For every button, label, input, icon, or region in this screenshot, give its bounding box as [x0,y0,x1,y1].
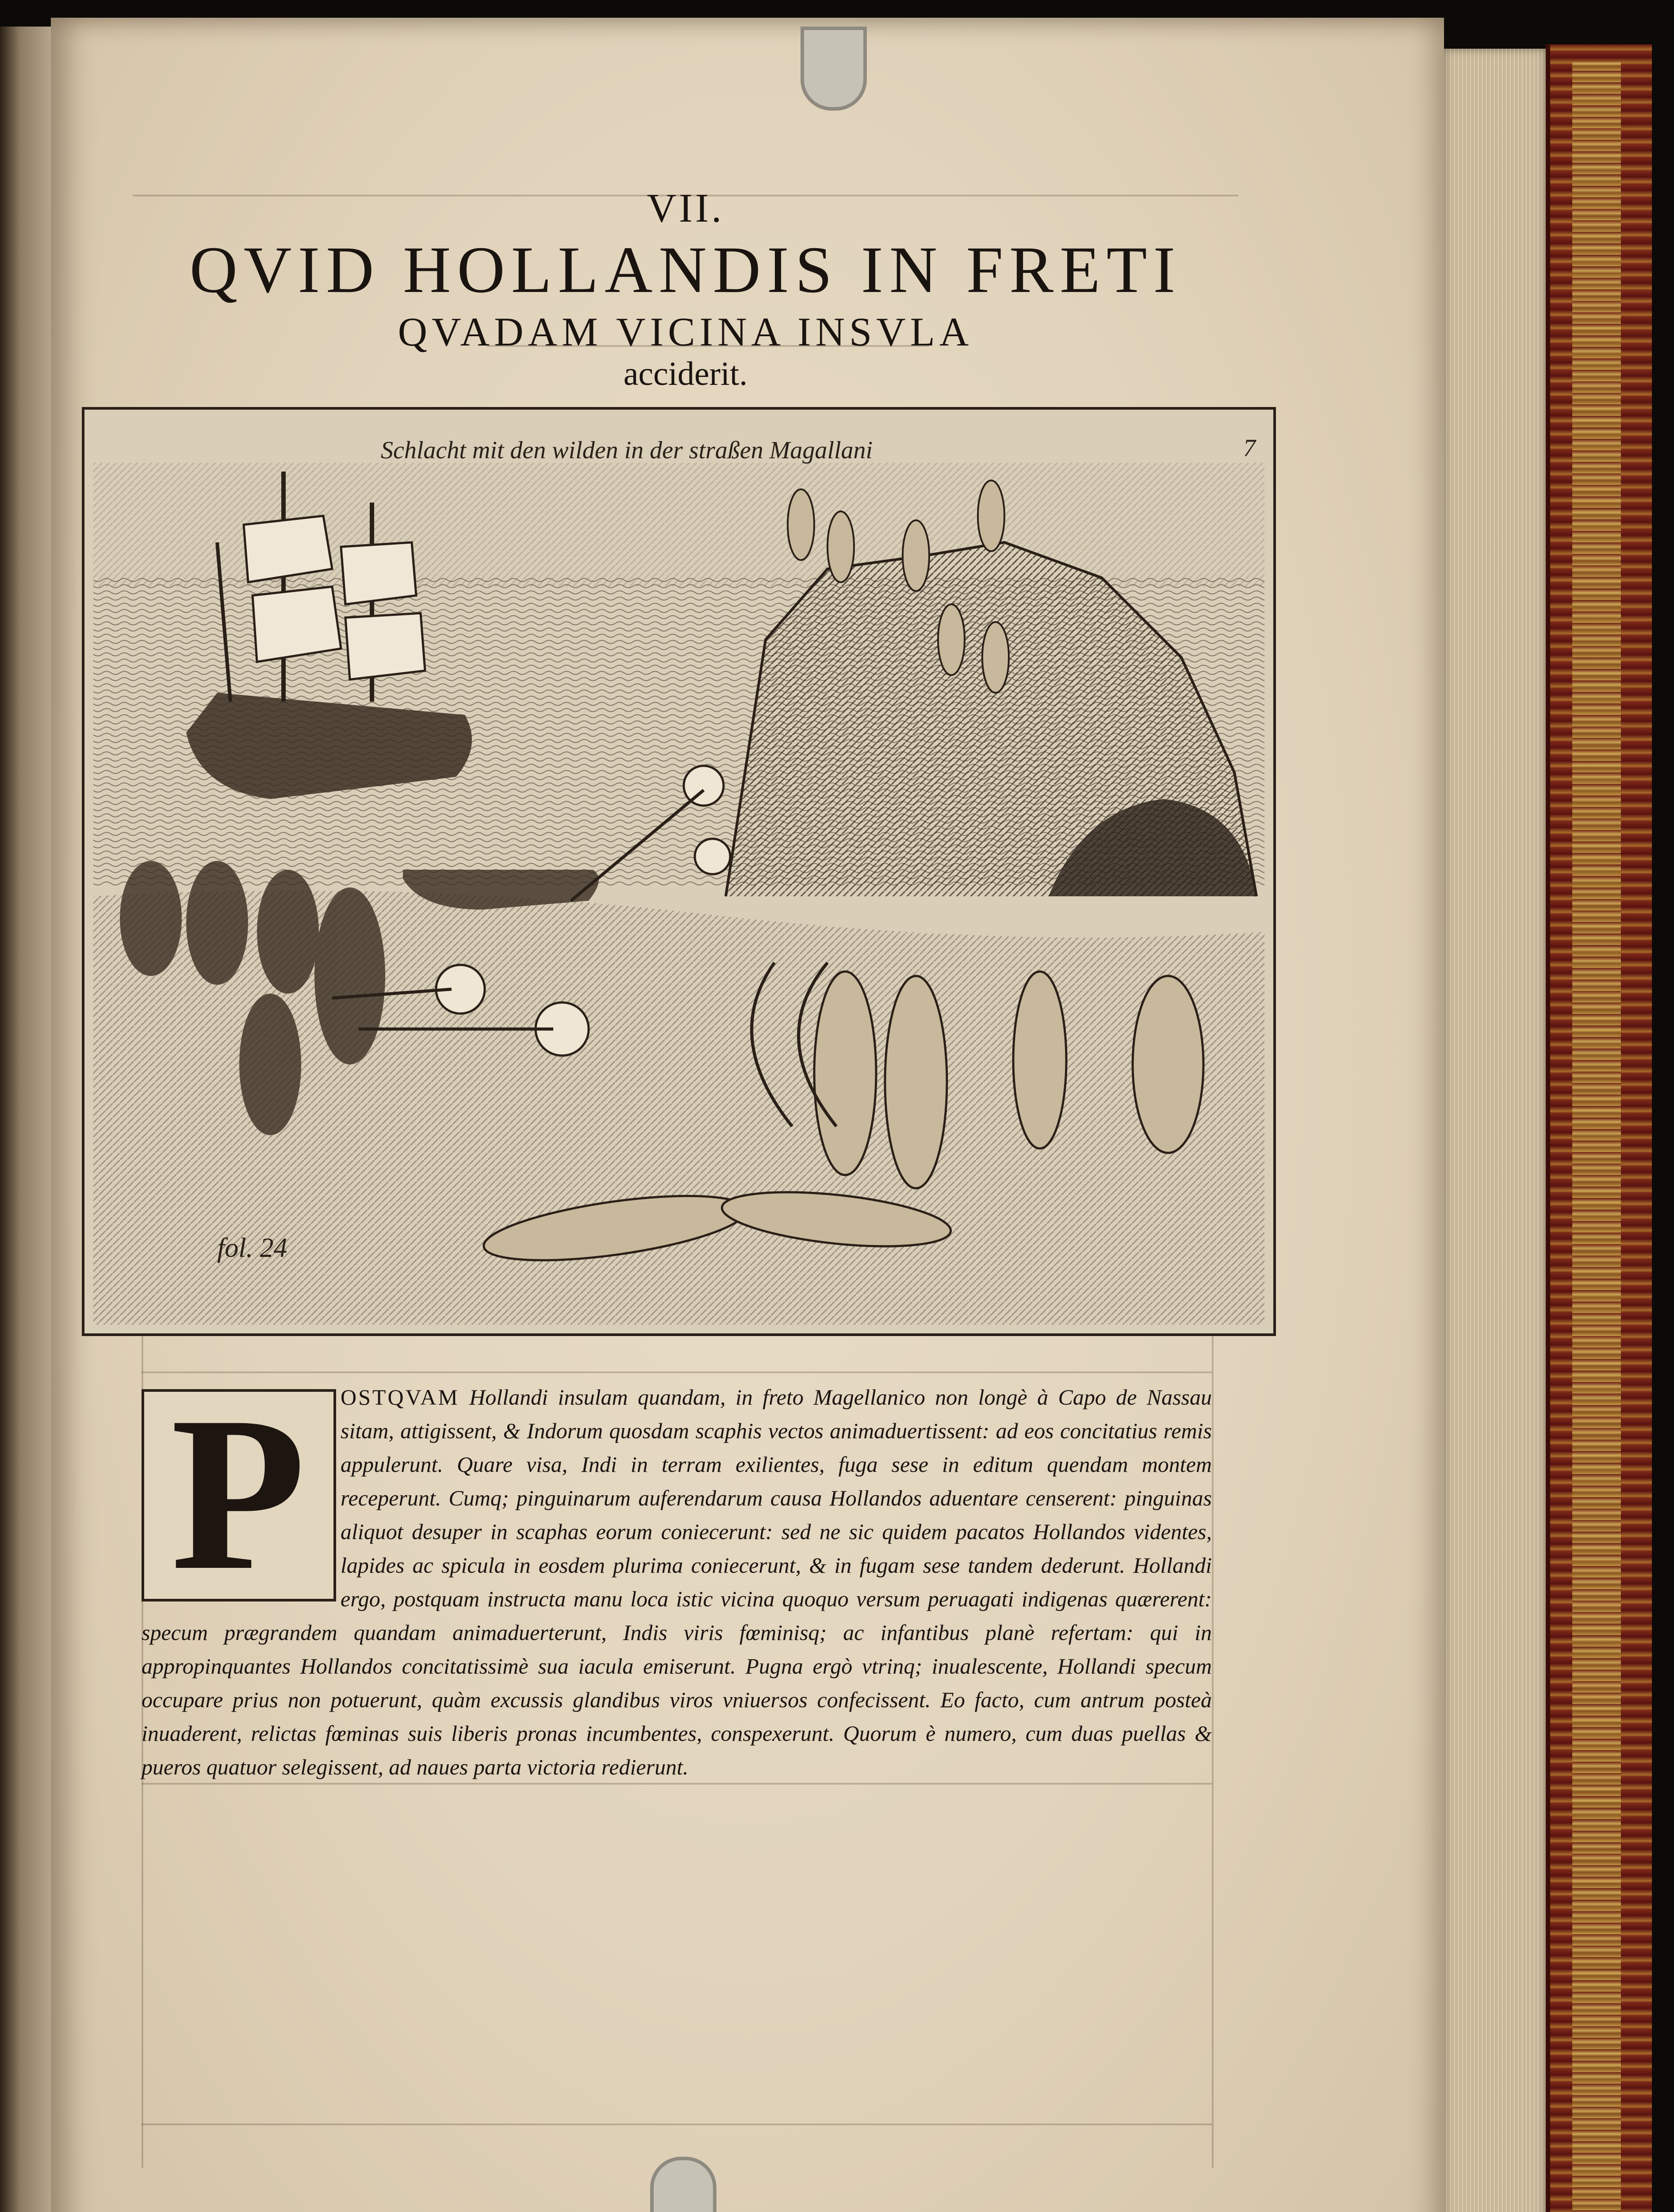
engraving-caption: Schlacht mit den wilden in der straßen Magallani [381,437,873,464]
ruled-line-right [1212,1327,1214,2168]
chapter-title-line2: QVADAM VICINA INSVLA [398,309,973,354]
chapter-number: VII. [647,185,724,230]
folio-reference: fol. 24 [217,1233,287,1263]
opening-word: OSTQVAM [341,1385,460,1409]
ruled-line-bottom [142,2124,1212,2125]
paragraph-text: Hollandi insulam quandam, in freto Magellanico non longè à Capo de Nassau sitam, attigissent, & Indorum quosdam scaphis vectos animaduertissent: ad eos concitatius remis appulerunt. Quare visa, Indi in terram exilientes, fuga sese in editum quendam montem receperunt. Cumq; pinguinarum auferendarum causa Hollandos aduentare censerent: pinguinas aliquot desuper in scaphas eorum coniecerunt: sed ne sic quidem pacatos Hollandos videntes, lapides ac spicula in eosdem plurima coniecerunt, & in fugam sese tandem dederunt. Hollandi ergo, postquam instructa manu loca istic vicina quoquo versum peruagati indigenas quærerent: specum prægrandem quandam animaduerterunt, Indis viris fœminisq; ac infantibus planè refertam: qui in appropinquantes Hollandos concitatissimè sua iacula emiserunt. Pugna ergò vtrinq; inualescente, Hollandi specum occupare prius non potuerunt, quàm excussis glandibus viros vniuersos confecissent. Eo facto, cum antrum posteà inuaderent, relictas fœminas suis liberis pronas incumbentes, conspexerunt. Quorum è numero, cum duas puellas & pueros quatuor selegissent, ad naues parta victoria redierunt. [142,1385,1212,1779]
chapter-heading [133,186,1238,394]
engraving-plate [82,407,1276,1336]
plate-number: 7 [1243,434,1256,462]
ornamental-drop-cap [142,1389,336,1601]
engraving-illustration [84,410,1273,1333]
ruled-line-text-top [142,1371,1212,1373]
cover-gilt-border [1572,62,1621,2212]
body-text-block [142,1380,1212,1784]
chapter-title-line3: acciderit. [623,355,748,392]
page-block-edges [1444,49,1546,2212]
book-cover [1546,44,1652,2212]
drop-cap-letter: P [171,1389,306,1601]
page-clip-top [801,27,867,111]
page-clip-bottom [650,2157,716,2212]
chapter-title-line1: QVID HOLLANDIS IN FRETI [189,233,1182,307]
